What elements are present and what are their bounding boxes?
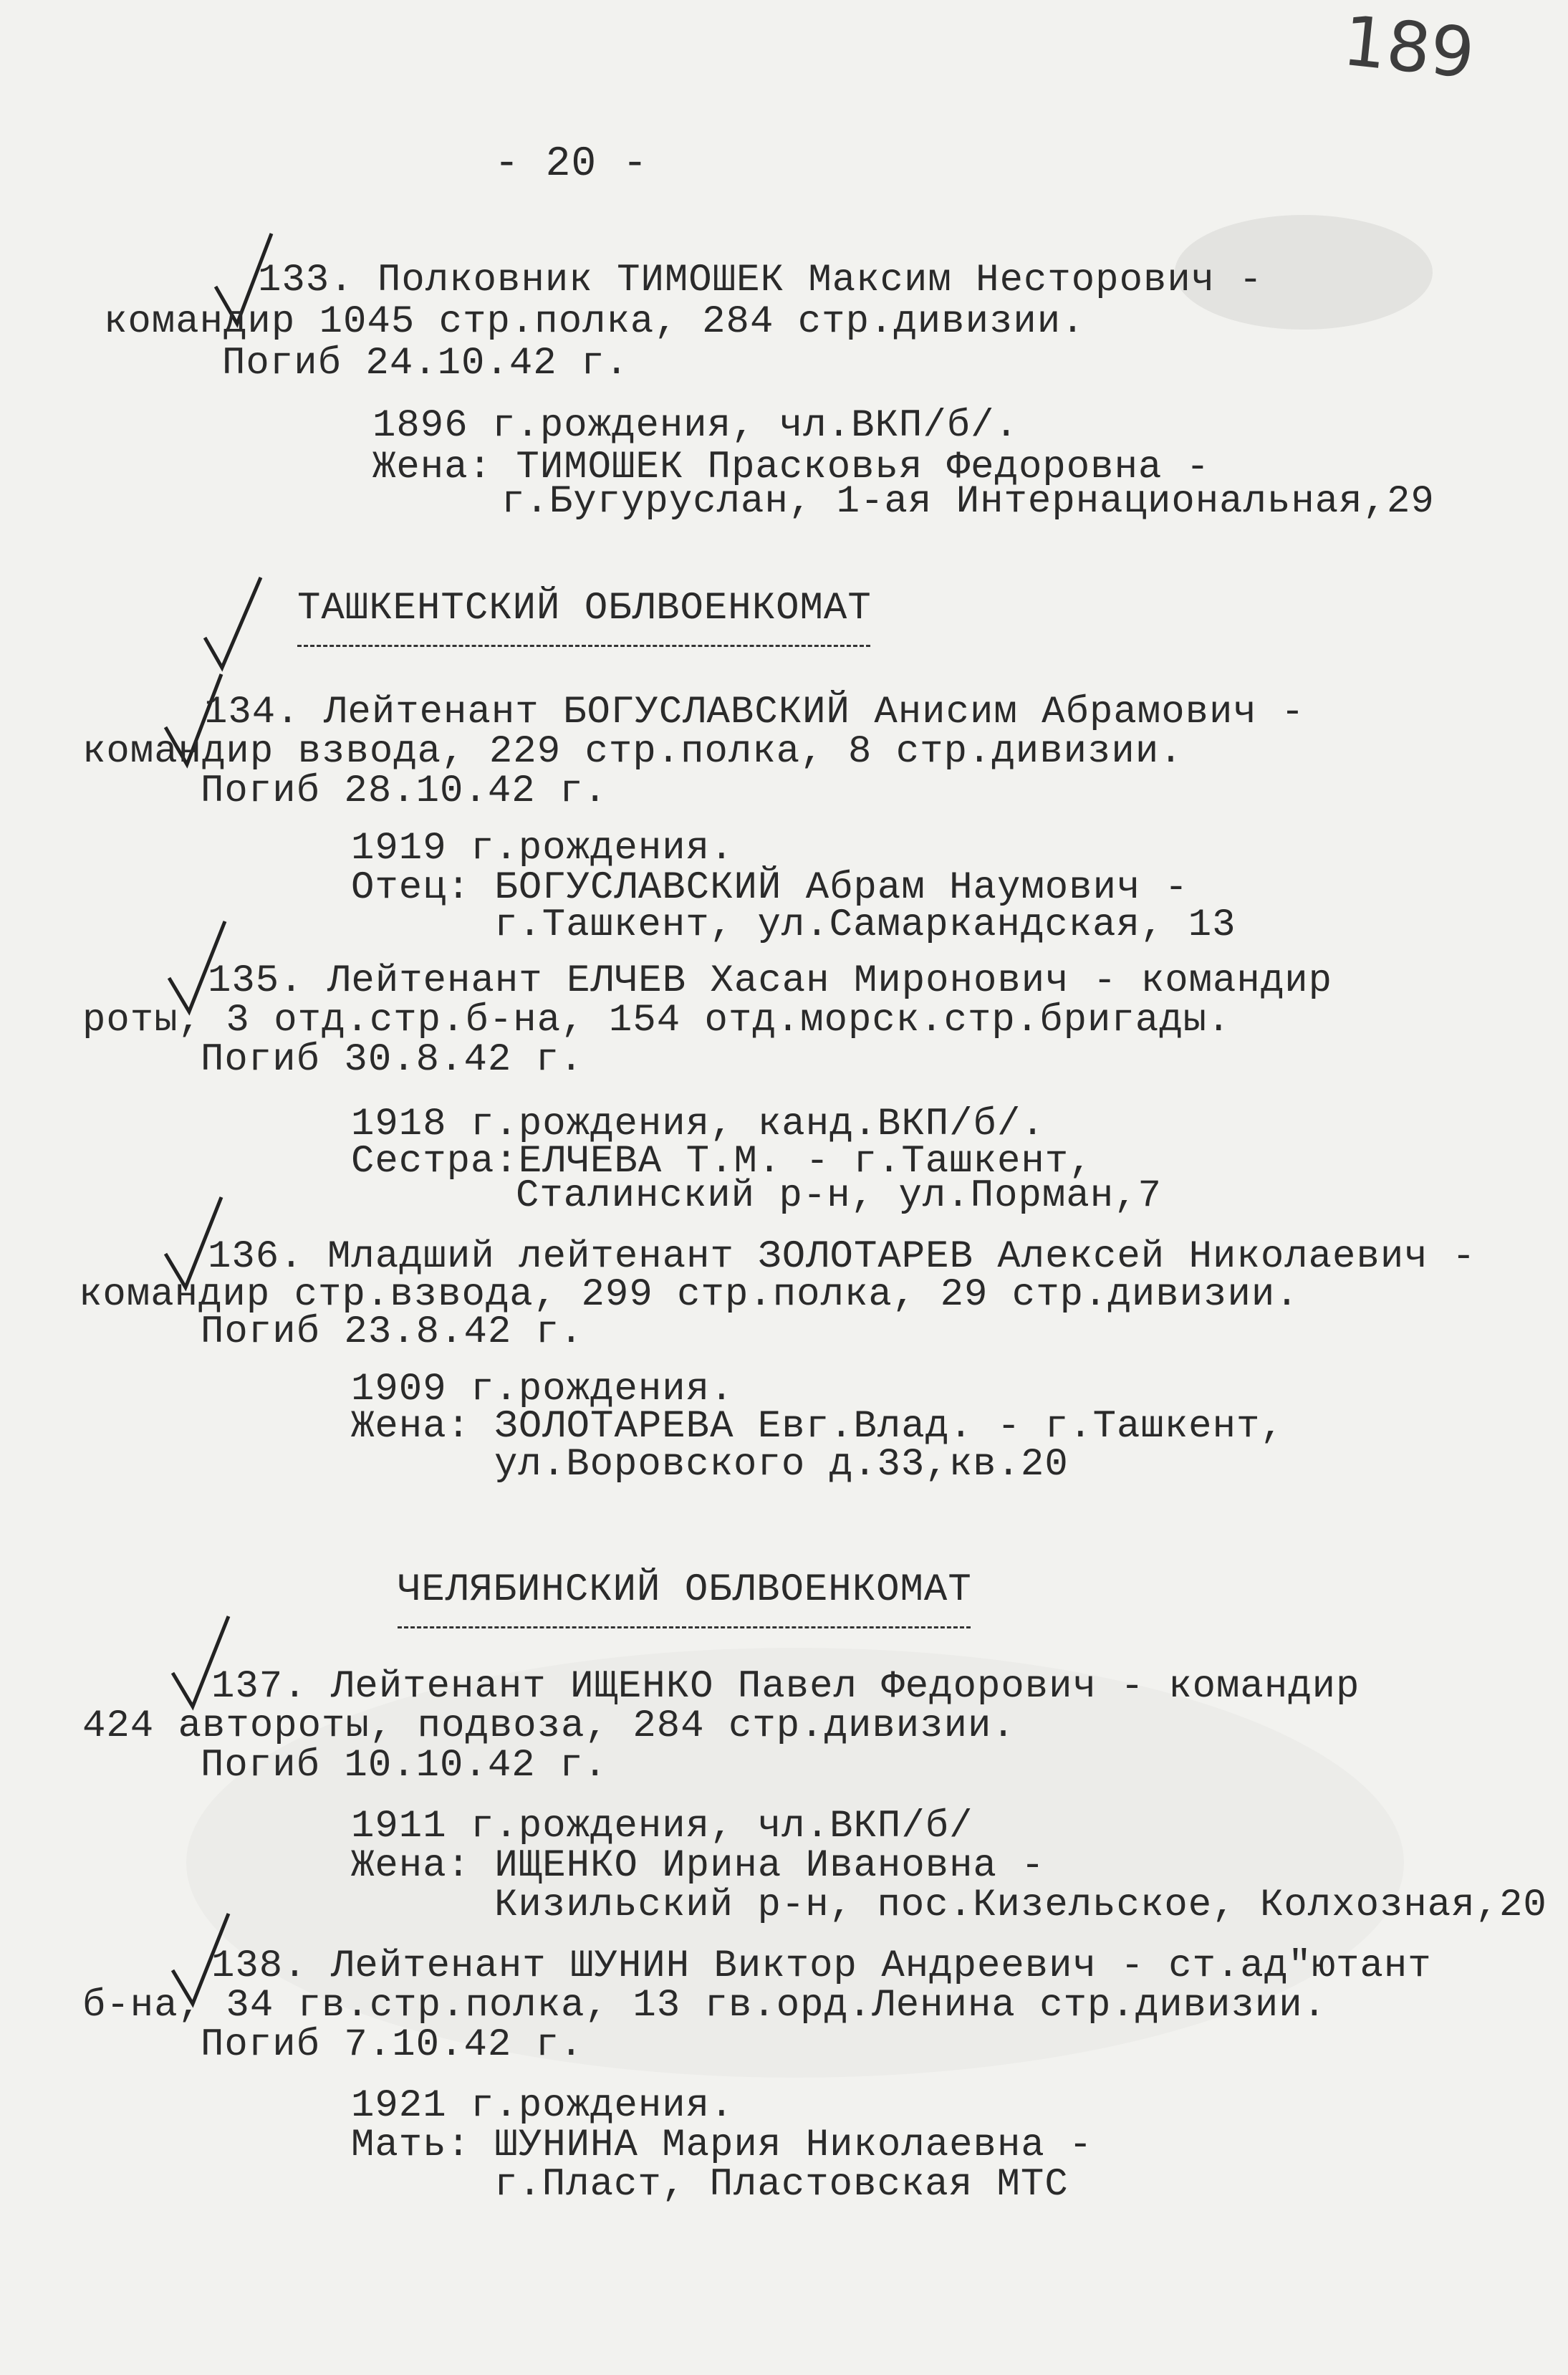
entry-135-birth: 1918 г.рождения, канд.ВКП/б/.	[351, 1103, 1045, 1146]
entry-133-relative: Жена: ТИМОШЕК Прасковья Федоровна -	[372, 446, 1211, 489]
entry-135-death: Погиб 30.8.42 г.	[201, 1038, 584, 1082]
entry-138-title: 138. Лейтенант ШУНИН Виктор Андреевич - ст.ад"ютант	[211, 1944, 1432, 1988]
entry-137-address: Кизильский р-н, пос.Кизельское, Колхозная,20	[494, 1884, 1547, 1927]
entry-137-death: Погиб 10.10.42 г.	[201, 1744, 607, 1788]
entry-138-unit: б-на, 34 гв.стр.полка, 13 гв.орд.Ленина стр.дивизии.	[82, 1984, 1327, 2028]
entry-136-address: ул.Воровского д.33,кв.20	[494, 1443, 1069, 1487]
entry-135-title: 135. Лейтенант ЕЛЧЕВ Хасан Миронович - командир	[208, 959, 1333, 1003]
entry-136-relative: Жена: ЗОЛОТАРЕВА Евг.Влад. - г.Ташкент,	[351, 1405, 1284, 1449]
section-title-tashkent: ТАШКЕНТСКИЙ ОБЛВОЕНКОМАТ	[297, 587, 872, 630]
entry-133-address: г.Бугуруслан, 1-ая Интернациональная,29	[501, 480, 1435, 524]
section-underline	[398, 1626, 971, 1628]
section-title-chelyabinsk: ЧЕЛЯБИНСКИЙ ОБЛВОЕНКОМАТ	[398, 1568, 972, 1612]
entry-134-death: Погиб 28.10.42 г.	[201, 769, 607, 813]
entry-134-relative: Отец: БОГУСЛАВСКИЙ Абрам Наумович -	[351, 866, 1189, 910]
entry-136-birth: 1909 г.рождения.	[351, 1368, 734, 1411]
entry-137-birth: 1911 г.рождения, чл.ВКП/б/	[351, 1805, 973, 1848]
entry-133-unit: командир 1045 стр.полка, 284 стр.дивизии.	[104, 300, 1085, 344]
entry-133-death: Погиб 24.10.42 г.	[222, 342, 629, 385]
entry-138-birth: 1921 г.рождения.	[351, 2084, 734, 2128]
page-number: - 20 -	[494, 141, 648, 188]
entry-134-title: 134. Лейтенант БОГУСЛАВСКИЙ Анисим Абрамович -	[204, 691, 1305, 734]
entry-136-title: 136. Младший лейтенант ЗОЛОТАРЕВ Алексей Николаевич -	[208, 1235, 1476, 1279]
entry-133-title: 133. Полковник ТИМОШЕК Максим Несторович -	[258, 259, 1264, 302]
entry-133-birth: 1896 г.рождения, чл.ВКП/б/.	[372, 404, 1019, 448]
entry-134-unit: командир взвода, 229 стр.полка, 8 стр.дивизии.	[82, 730, 1183, 774]
entry-137-title: 137. Лейтенант ИЩЕНКО Павел Федорович - командир	[211, 1665, 1360, 1709]
entry-135-unit: роты, 3 отд.стр.б-на, 154 отд.морск.стр.бригады.	[82, 999, 1231, 1042]
checkmark-icon	[201, 573, 265, 673]
entry-134-birth: 1919 г.рождения.	[351, 827, 734, 870]
entry-138-death: Погиб 7.10.42 г.	[201, 2023, 584, 2067]
entry-138-relative: Мать: ШУНИНА Мария Николаевна -	[351, 2124, 1093, 2167]
entry-135-relative: Сестра:ЕЛЧЕВА Т.М. - г.Ташкент,	[351, 1140, 1093, 1184]
entry-137-unit: 424 автороты, подвоза, 284 стр.дивизии.	[82, 1704, 1016, 1748]
section-underline	[297, 645, 870, 647]
entry-137-relative: Жена: ИЩЕНКО Ирина Ивановна -	[351, 1844, 1045, 1888]
entry-134-address: г.Ташкент, ул.Самаркандская, 13	[494, 903, 1236, 947]
entry-136-death: Погиб 23.8.42 г.	[201, 1310, 584, 1354]
entry-135-address: Сталинский р-н, ул.Порман,7	[516, 1174, 1162, 1218]
handwritten-archive-number: 189	[1339, 0, 1478, 95]
entry-138-address: г.Пласт, Пластовская МТС	[494, 2163, 1069, 2207]
entry-136-unit: командир стр.взвода, 299 стр.полка, 29 стр.дивизии.	[79, 1273, 1299, 1317]
